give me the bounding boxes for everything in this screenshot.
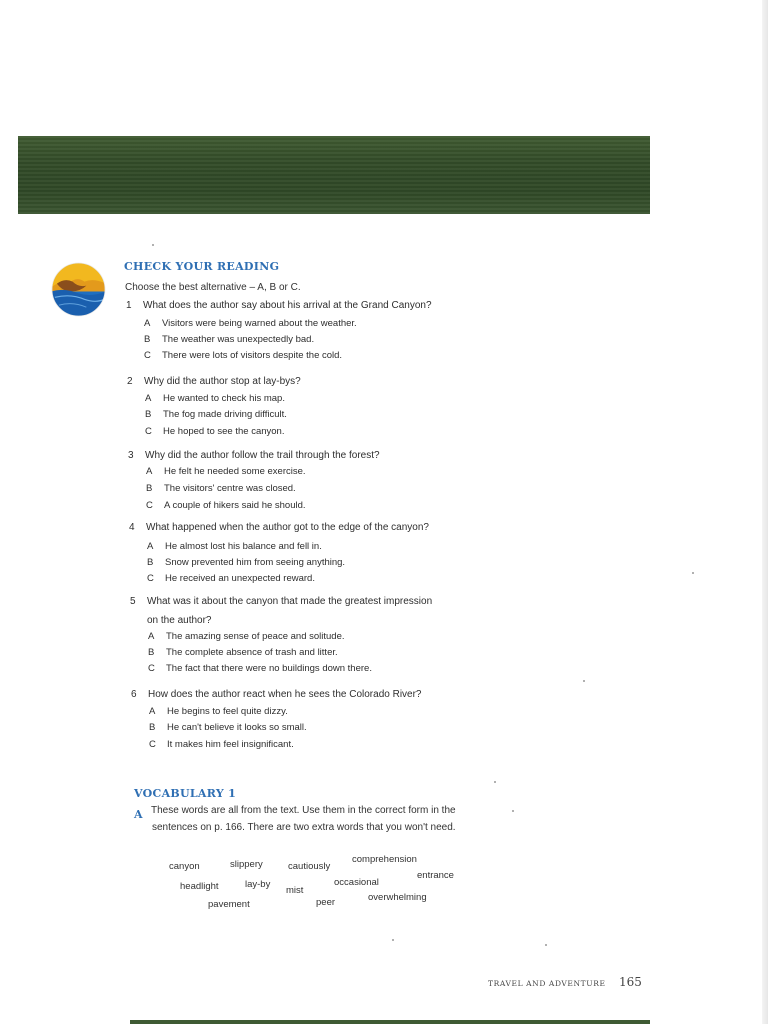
question-number: 1 (126, 300, 132, 311)
footer-section-title: TRAVEL AND ADVENTURE (488, 979, 606, 988)
check-your-reading-heading: CHECK YOUR READING (124, 260, 280, 273)
question-text: How does the author react when he sees the Colorado River? (148, 689, 422, 700)
question-number: 3 (128, 450, 134, 461)
word-comprehension: comprehension (352, 854, 417, 865)
page-number: 165 (619, 975, 642, 989)
scan-speck (392, 939, 394, 941)
vocabulary-instruction-line-1: These words are all from the text. Use them in the correct form in the (151, 805, 456, 816)
question-text: Why did the author stop at lay-bys? (144, 376, 301, 387)
question-number: 6 (131, 689, 137, 700)
question-text: What does the author say about his arrival at the Grand Canyon? (143, 300, 432, 311)
bottom-bar (130, 1020, 650, 1024)
vocabulary-instruction-line-2: sentences on p. 166. There are two extra words that you won't need. (152, 822, 456, 833)
word-canyon: canyon (169, 861, 200, 872)
globe-icon (51, 262, 106, 317)
scan-speck (583, 680, 585, 682)
question-number: 5 (130, 596, 136, 607)
scan-speck (692, 572, 694, 574)
word-entrance: entrance (417, 870, 454, 881)
word-peer: peer (316, 897, 336, 908)
word-mist: mist (286, 885, 304, 896)
scan-speck (545, 944, 547, 946)
scan-speck (512, 810, 514, 812)
exercise-label: A (134, 808, 143, 821)
vocabulary-heading: VOCABULARY 1 (134, 787, 237, 800)
word-pavement: pavement (208, 899, 250, 910)
word-slippery: slippery (230, 859, 263, 870)
word-overwhelming: overwhelming (368, 892, 427, 903)
word-cautiously: cautiously (288, 861, 331, 872)
word-headlight: headlight (180, 881, 219, 892)
scan-speck (494, 781, 496, 783)
question-number: 2 (127, 376, 133, 387)
word-occasional: occasional (334, 877, 379, 888)
question-number: 4 (129, 522, 135, 533)
word-lay-by: lay-by (245, 879, 271, 890)
header-banner (18, 136, 650, 214)
question-text: What happened when the author got to the edge of the canyon? (146, 522, 429, 533)
question-text: Why did the author follow the trail through the forest? (145, 450, 380, 461)
reading-instruction: Choose the best alternative – A, B or C. (125, 282, 301, 293)
question-5-continued: on the author? (147, 615, 212, 626)
scan-edge (762, 0, 768, 1024)
scan-speck (152, 244, 154, 246)
question-text: What was it about the canyon that made the greatest impression (147, 596, 433, 607)
